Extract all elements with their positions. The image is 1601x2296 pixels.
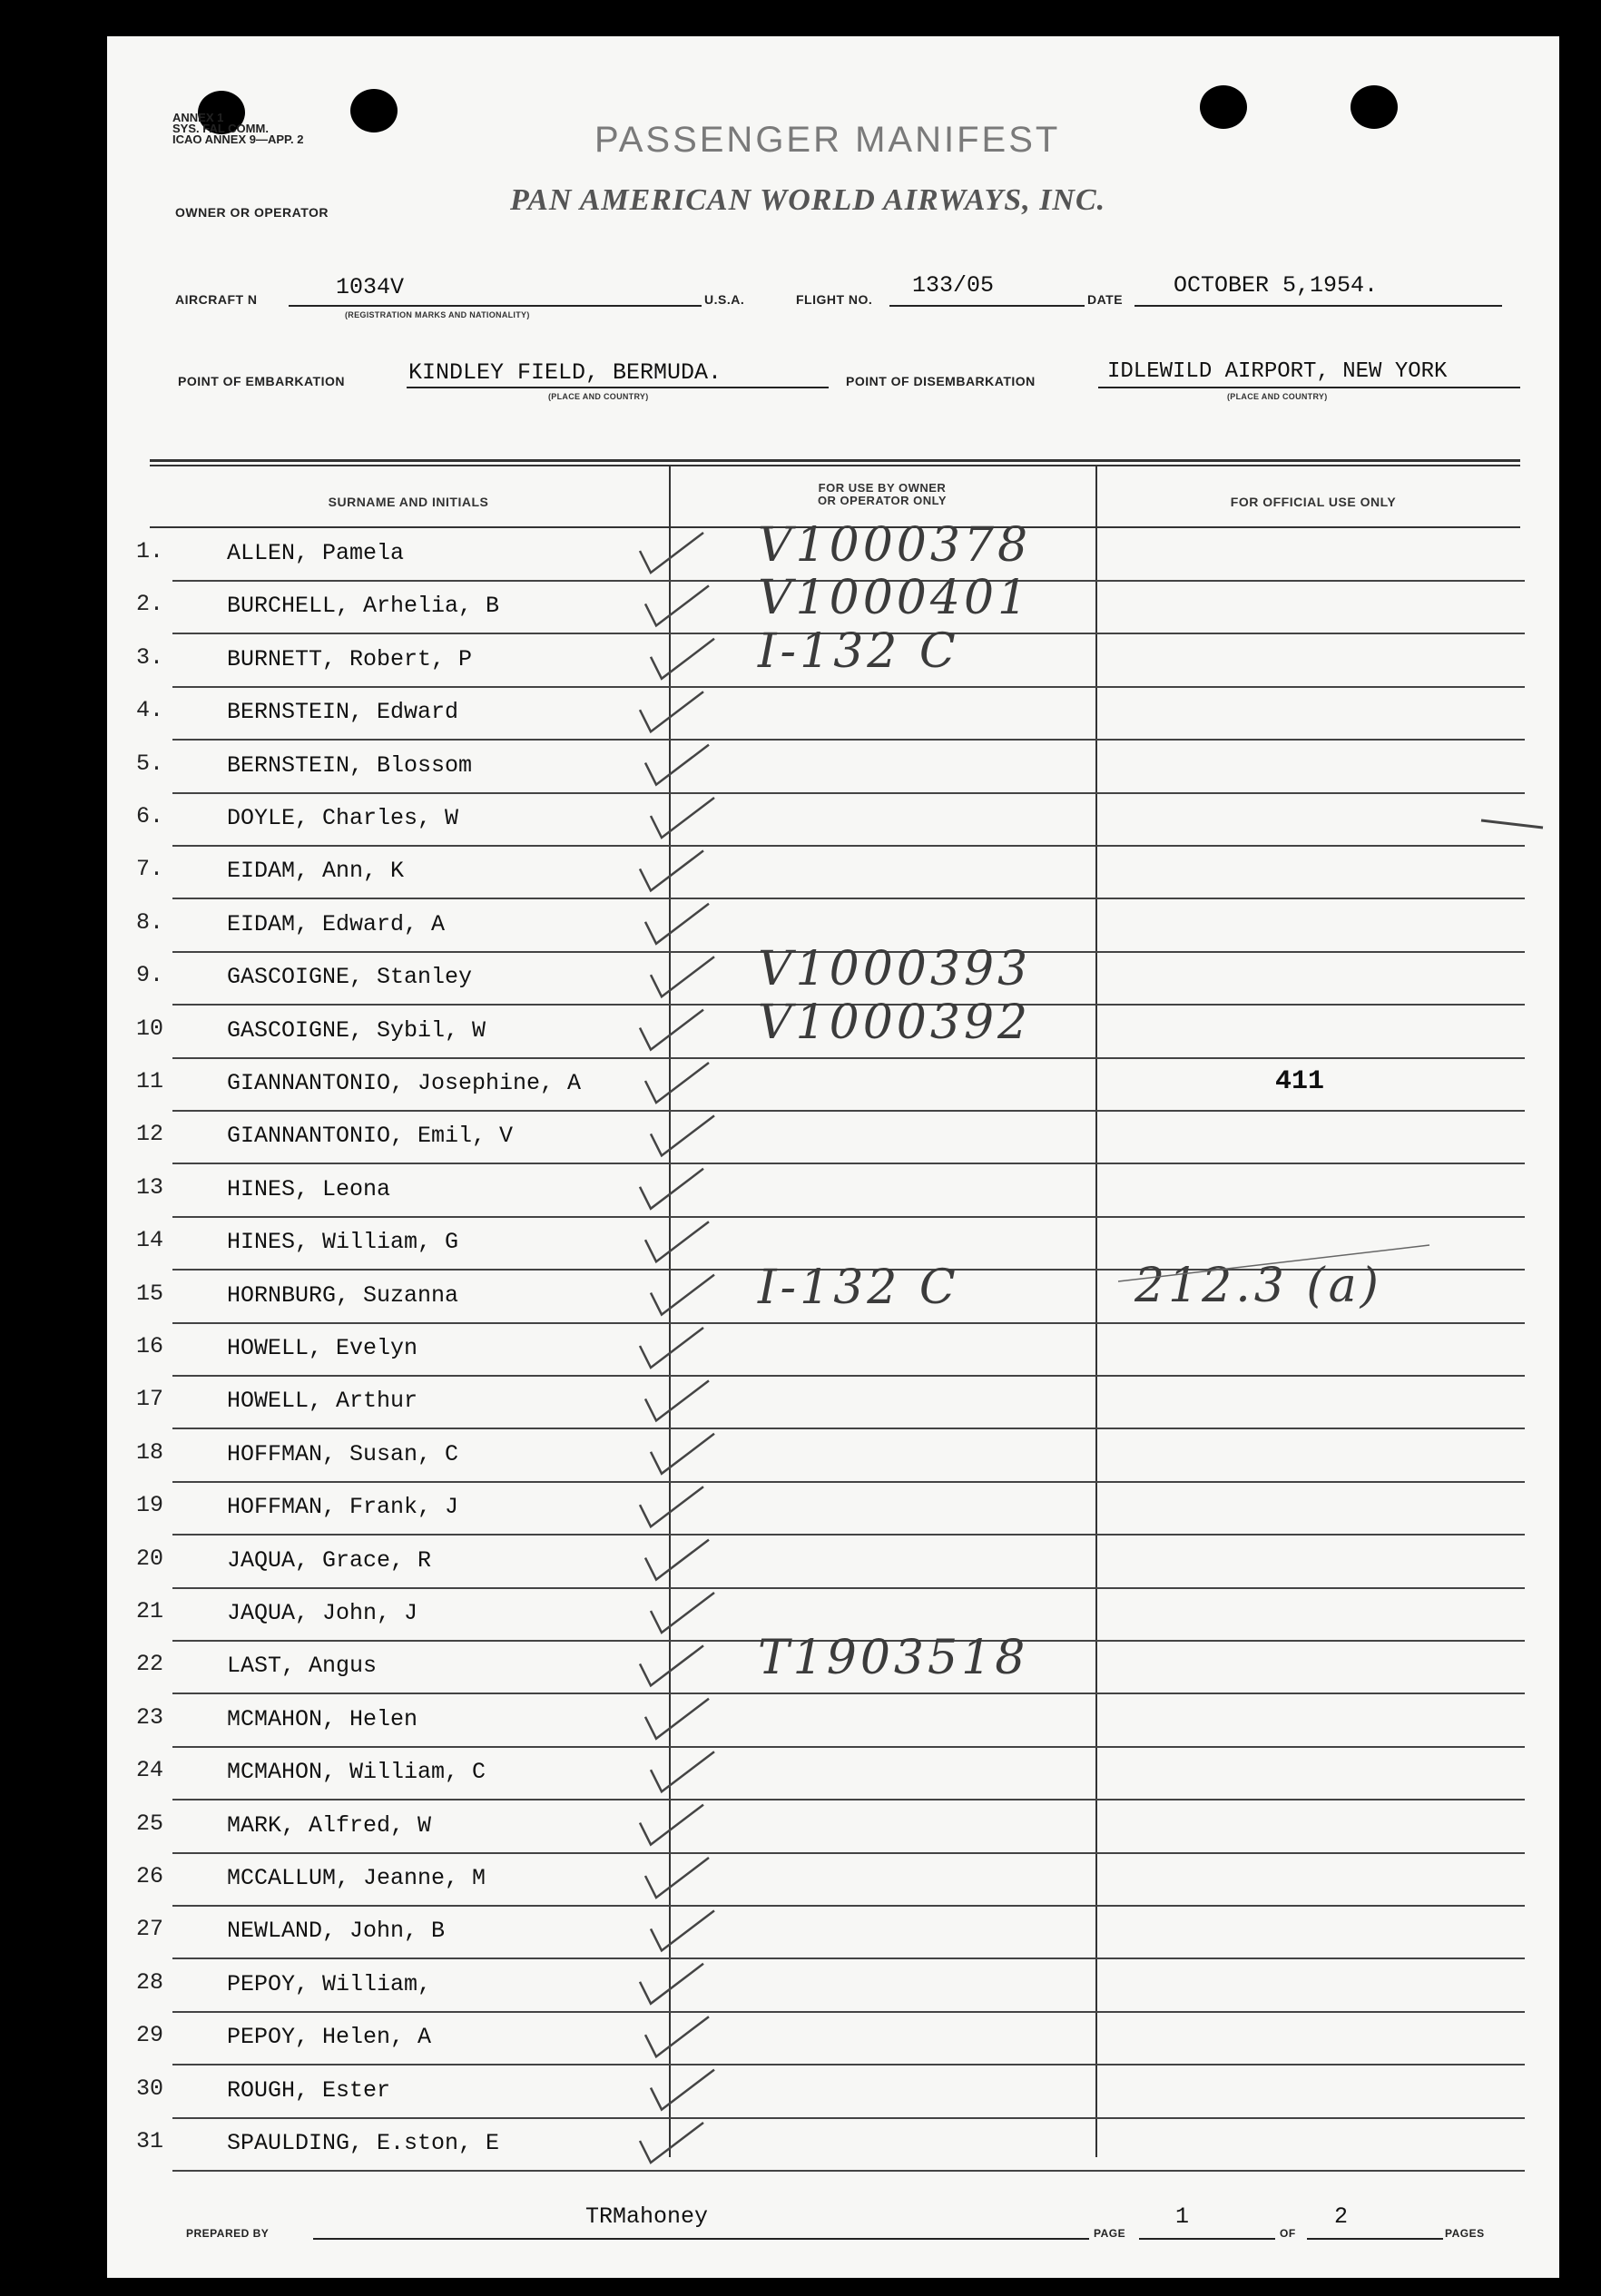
embarkation-label: POINT OF EMBARKATION [178, 374, 345, 388]
passenger-name: LAST, Angus [227, 1653, 378, 1680]
check-mark [640, 533, 703, 573]
check-mark [645, 2016, 709, 2056]
row-number: 7. [136, 856, 164, 883]
passenger-name: GIANNANTONIO, Josephine, A [227, 1070, 582, 1096]
company-name: PAN AMERICAN WORLD AIRWAYS, INC. [510, 183, 1106, 217]
check-mark [640, 1487, 703, 1526]
passenger-name: GASCOIGNE, Stanley [227, 964, 473, 991]
passenger-name: ROUGH, Ester [227, 2076, 391, 2104]
row-number: 15 [136, 1280, 164, 1307]
passenger-name: HINES, Leona [227, 1175, 391, 1202]
row-number: 22 [136, 1651, 164, 1678]
form-reference-line: ICAO ANNEX 9—APP. 2 [172, 132, 304, 146]
check-mark [651, 1275, 714, 1315]
row-number: 17 [136, 1386, 164, 1413]
owner-note: I-132 C [758, 623, 959, 679]
row-number: 24 [136, 1757, 164, 1784]
passenger-name: DOYLE, Charles, W [227, 805, 459, 831]
passenger-name: SPAULDING, E.ston, E [227, 2130, 500, 2156]
usa-label: U.S.A. [704, 292, 745, 307]
passenger-name: GASCOIGNE, Sybil, W [227, 1016, 486, 1044]
owner-note: I-132 C [758, 1260, 959, 1315]
row-number: 9. [136, 962, 164, 989]
official-note: 411 [1275, 1066, 1325, 1097]
passenger-name: BERNSTEIN, Blossom [227, 751, 473, 779]
check-mark [645, 1063, 709, 1103]
form-reference-line: SYS. FAL COMM. [172, 122, 269, 135]
row-number: 28 [136, 1968, 164, 1996]
row-number: 20 [136, 1545, 164, 1572]
aircraft-value: 1034V [336, 274, 405, 300]
official-note: 212.3 (a) [1134, 1258, 1382, 1313]
flight-value: 133/05 [912, 272, 995, 299]
row-number: 12 [136, 1121, 164, 1148]
row-number: 25 [136, 1810, 164, 1837]
row-number: 14 [136, 1227, 164, 1254]
ink-mark [1481, 820, 1543, 828]
check-mark [640, 1964, 703, 2004]
page-total: 2 [1334, 2203, 1349, 2230]
column-header-official: FOR OFFICIAL USE ONLY [1230, 495, 1397, 509]
check-mark [651, 798, 714, 838]
passenger-name: JAQUA, Grace, R [227, 1546, 432, 1574]
prepared-by-value: TRMahoney [585, 2203, 709, 2230]
passenger-name: MCCALLUM, Jeanne, M [227, 1865, 486, 1891]
owner-label: OWNER OR OPERATOR [175, 205, 329, 220]
owner-note: V1000401 [758, 571, 1032, 626]
row-number: 11 [136, 1068, 164, 1094]
of-label: OF [1280, 2227, 1296, 2240]
check-mark [640, 1010, 703, 1050]
registration-caption: (REGISTRATION MARKS AND NATIONALITY) [345, 310, 530, 319]
disembarkation-value: IDLEWILD AIRPORT, NEW YORK [1107, 359, 1448, 384]
passenger-name: ALLEN, Pamela [227, 540, 405, 566]
row-number: 23 [136, 1703, 164, 1731]
check-mark [651, 1751, 714, 1791]
row-number: 19 [136, 1492, 164, 1519]
row-number: 29 [136, 2022, 164, 2049]
row-number: 5. [136, 750, 164, 777]
passenger-name: HORNBURG, Suzanna [227, 1281, 459, 1309]
check-mark [651, 957, 714, 996]
row-number: 2. [136, 591, 164, 618]
row-number: 16 [136, 1333, 164, 1359]
passenger-name: BERNSTEIN, Edward [227, 699, 459, 726]
passenger-name: JAQUA, John, J [227, 1600, 418, 1626]
passenger-name: HOFFMAN, Frank, J [227, 1494, 459, 1521]
row-number: 6. [136, 803, 164, 829]
check-mark [640, 1169, 703, 1209]
page-number: 1 [1175, 2203, 1190, 2230]
check-mark [640, 850, 703, 890]
pages-label: PAGES [1445, 2227, 1485, 2240]
check-mark [651, 1910, 714, 1950]
flight-label: FLIGHT NO. [796, 292, 873, 307]
owner-note: V1000393 [758, 942, 1032, 997]
row-number: 13 [136, 1173, 164, 1201]
row-number: 18 [136, 1438, 164, 1466]
row-number: 8. [136, 908, 164, 936]
prepared-by-label: PREPARED BY [186, 2227, 270, 2240]
check-mark [651, 2070, 714, 2110]
row-number: 27 [136, 1916, 164, 1943]
column-header-owner-line: OR OPERATOR ONLY [817, 494, 948, 507]
row-number: 1. [136, 538, 164, 564]
check-mark [645, 1540, 709, 1580]
page-label: PAGE [1094, 2227, 1126, 2240]
owner-note: T1903518 [758, 1631, 1029, 1686]
date-label: DATE [1087, 292, 1124, 307]
passenger-name: BURNETT, Robert, P [227, 645, 473, 672]
passenger-name: BURCHELL, Arhelia, B [227, 593, 500, 620]
owner-note: V1000392 [758, 995, 1032, 1050]
check-mark [645, 745, 709, 785]
check-mark [640, 1328, 703, 1368]
check-mark [651, 639, 714, 679]
passenger-name: MCMAHON, Helen [227, 1705, 418, 1732]
check-mark [645, 1858, 709, 1898]
passenger-name: PEPOY, Helen, A [227, 2024, 432, 2051]
date-value: OCTOBER 5,1954. [1174, 272, 1379, 299]
passenger-name: PEPOY, William, [227, 1970, 432, 1997]
passenger-name: MCMAHON, William, C [227, 1759, 486, 1786]
place-caption: (PLACE AND COUNTRY) [548, 392, 649, 401]
form-reference-line: ANNEX 1 [172, 111, 224, 124]
row-number: 4. [136, 697, 164, 724]
passenger-name: EIDAM, Edward, A [227, 910, 446, 937]
check-mark [651, 1593, 714, 1633]
disembarkation-label: POINT OF DISEMBARKATION [846, 374, 1036, 388]
row-number: 26 [136, 1863, 164, 1889]
passenger-name: HOWELL, Arthur [227, 1388, 418, 1415]
strike-line [1118, 1245, 1429, 1281]
row-number: 10 [136, 1015, 164, 1042]
check-mark [651, 1434, 714, 1474]
check-mark [640, 692, 703, 731]
passenger-name: MARK, Alfred, W [227, 1811, 432, 1839]
check-mark [640, 2123, 703, 2163]
row-number: 31 [136, 2128, 164, 2154]
row-number: 30 [136, 2075, 164, 2102]
check-mark [645, 1222, 709, 1261]
check-mark [640, 1805, 703, 1845]
owner-note: V1000378 [758, 518, 1032, 573]
passenger-name: GIANNANTONIO, Emil, V [227, 1123, 514, 1150]
place-caption: (PLACE AND COUNTRY) [1227, 392, 1328, 401]
passenger-name: HOFFMAN, Susan, C [227, 1440, 459, 1467]
passenger-name: HOWELL, Evelyn [227, 1335, 418, 1361]
check-mark [645, 1380, 709, 1420]
passenger-name: HINES, William, G [227, 1229, 459, 1256]
passenger-name: EIDAM, Ann, K [227, 858, 405, 885]
check-mark [645, 1699, 709, 1739]
check-mark [645, 585, 709, 625]
check-mark [651, 1115, 714, 1155]
check-mark [645, 904, 709, 944]
check-mark [640, 1645, 703, 1685]
aircraft-label: AIRCRAFT N [175, 292, 258, 307]
row-number: 3. [136, 643, 164, 671]
column-header-owner-line: FOR USE BY OWNER [818, 481, 947, 495]
row-number: 21 [136, 1598, 164, 1624]
embarkation-value: KINDLEY FIELD, BERMUDA. [408, 359, 722, 386]
column-header-surname: SURNAME AND INITIALS [328, 495, 489, 509]
passenger-name: NEWLAND, John, B [227, 1918, 446, 1945]
page-title: PASSENGER MANIFEST [594, 120, 1061, 160]
